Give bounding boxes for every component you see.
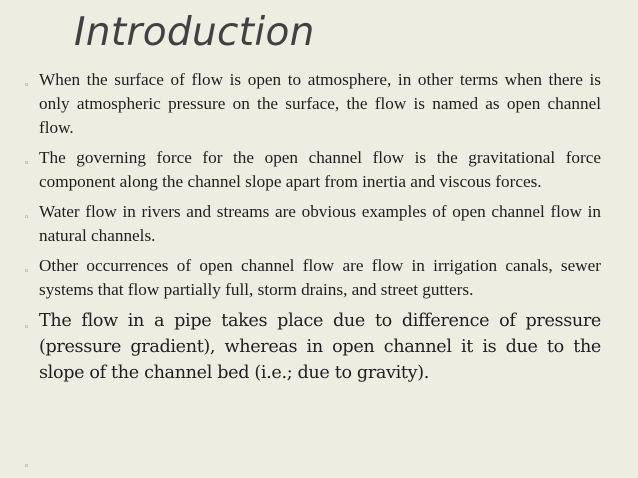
- bullet-text: Other occurrences of open channel flow are flow in irrigation canals, sewer systems that flow partially full, storm drains, and street gutters.: [39, 256, 601, 299]
- bullet-marker-icon: ◦: [24, 159, 30, 169]
- bullet-text: Water flow in rivers and streams are obvious examples of open channel flow in natural channels.: [39, 202, 601, 245]
- bullet-text: The governing force for the open channel flow is the gravitational force component along the channel slope apart from inertia and viscous forces.: [39, 148, 601, 191]
- bullet-item: [0, 308, 638, 386]
- slide-title: Introduction: [74, 10, 315, 55]
- bullet-marker-icon: ◦: [24, 323, 29, 333]
- bullet-text: The flow in a pipe takes place due to difference of pressure (pressure gradient), whereas in open channel it is due to the slope of the channel bed (i.e.; due to gravity).: [39, 311, 601, 383]
- bullet-item: [0, 68, 638, 140]
- bullet-marker-icon: ◦: [24, 81, 30, 91]
- bullet-marker-icon: ◦: [24, 213, 30, 223]
- bullet-item: [0, 200, 638, 248]
- empty-bullet-marker-icon: ◦: [24, 462, 30, 472]
- bullet-text: When the surface of flow is open to atmosphere, in other terms when there is only atmospheric pressure on the surface, the flow is named as open channel flow.: [39, 70, 601, 137]
- bullet-list: [0, 68, 638, 386]
- bullet-item: [0, 146, 638, 194]
- bullet-marker-icon: ◦: [24, 267, 30, 277]
- bullet-item: [0, 254, 638, 302]
